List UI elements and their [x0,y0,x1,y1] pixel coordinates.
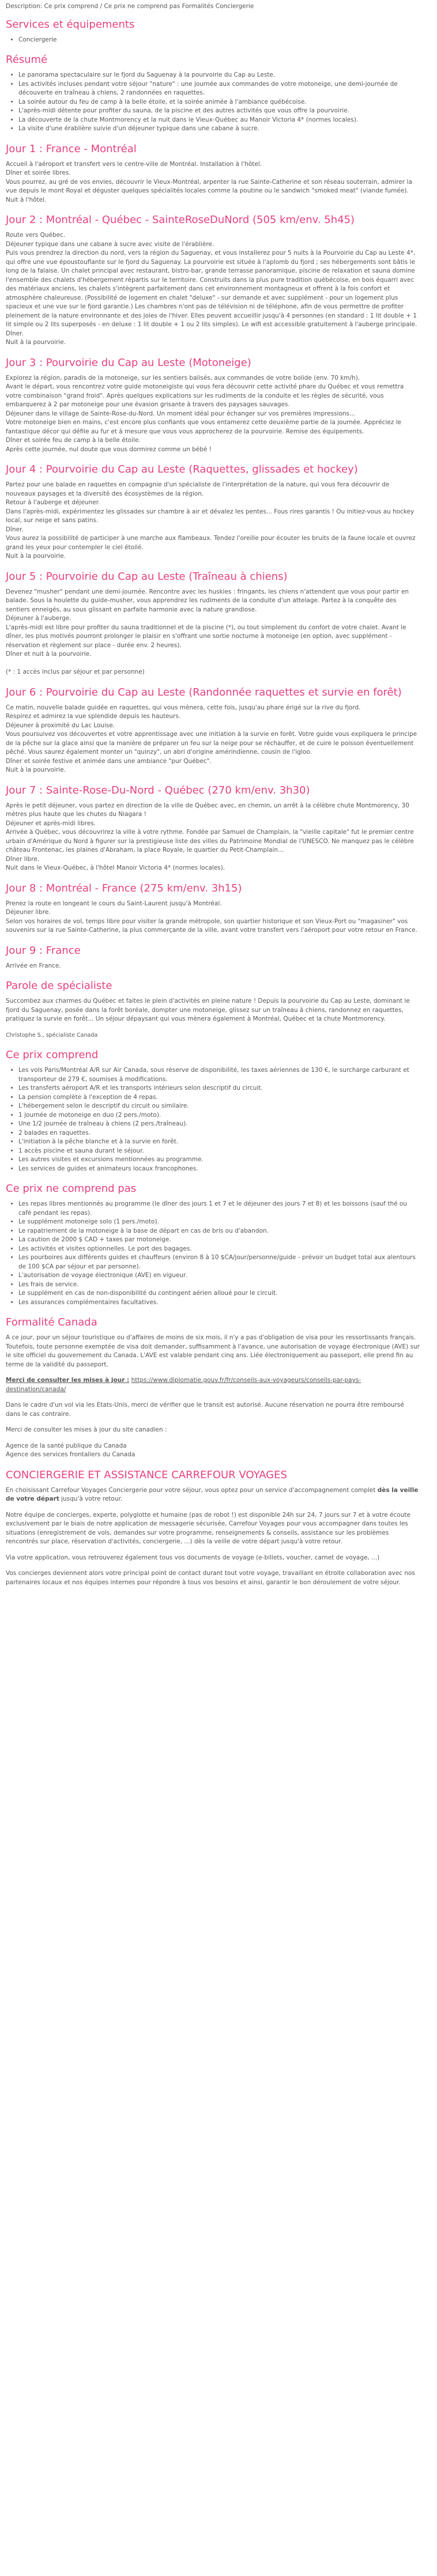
border-services-link[interactable]: Agence des services frontaliers du Canada [6,1451,135,1458]
day-heading: Jour 5 : Pourvoirie du Cap au Leste (Traîneau à chiens) [6,570,288,583]
day-body [6,900,420,935]
list-item: • Les autres visites et excursions mentionnées au programme. [18,1155,420,1165]
day-line: Prenez la route en longeant le cours du Saint-Laurent jusqu'à Montréal. [6,900,222,907]
canada-updates-text: Merci de consulter les mises à jour du site canadien : [6,1426,167,1433]
itinerary [6,143,420,971]
list-item: • La soirée autour du feu de camp à la belle étoile, et la soirée animée à l'ambiance québécoise. [18,98,420,107]
day-line: L'après-midi est libre pour profiter du sauna traditionnel et de la piscine (*), ou tout simplement du confort de votre chalet. Avant le dîner, les plus motivés pourront prolonger le plaisir en s'offrant une sortie nocturne à motoneige (en option, avec supplément - réservation et règlement sur place - durée env. 2 heures). [6,624,406,649]
day-line: Après cette journée, nul doute que vous dormirez comme un bébé ! [6,445,212,453]
includes-list [6,1066,420,1173]
day-line: Nuit à la pourvoirie. [6,766,66,773]
day-body [6,481,420,561]
day-heading: Jour 8 : Montréal - France (275 km/env. 3h15) [6,882,242,894]
formalities-text: A ce jour, pour un séjour touristique ou d'affaires de moins de six mois, il n'y a pas d'obligation de visa pour les ressortissants français. Toutefois, toute personne exemptée de visa doit demander, suffisamment à l'avance, une autorisation de voyage électronique (AVE) sur le site officiel du gouvernement du Canada. L'AVE est valable pendant cinq ans. Liée électroniquement au passeport, elle prend fin au terme de la validité du passeport. [6,1334,420,1368]
list-item: • La caution de 2000 $ CAD + taxes par motoneige. [18,1236,420,1245]
day-body [6,374,420,455]
concierge-contact: Vos concierges deviennent alors votre principal point de contact durant tout votre voyage, travaillant en étroite collaboration avec nos partenaires locaux et nos équipes internes pour répondre à tous vos besoins et ainsi, garantir le bon déroulement de votre séjour. [6,1570,415,1586]
list-item: • L'autorisation de voyage électronique (AVE) en vigueur. [18,1271,420,1281]
day-line: Déjeuner dans le village de Sainte-Rose-du-Nord. Un moment idéal pour échanger sur vos premières impressions... [6,410,356,417]
day-line: Nuit dans le Vieux-Québec, à l'hôtel Manoir Victoria 4* (normes locales). [6,864,225,871]
day-line: Puis vous prendrez la direction du nord, vers la région du Saguenay, et vous installerez pour 5 nuits à la Pourvoirie du Cap au Leste 4*, qui offre une vue époustouflante sur le fjord du Saguenay. La pourvoirie est située à l'aplomb du fjord ; ses hébergements sont bâtis le long de la falaise. Un chalet principal avec restaurant, bistro-bar, grande terrasse panoramique, piscine de relaxation et sauna domine l'ensemble des chalets d'hébergement répartis sur le territoire. Construits dans la plus pure tradition québécoise, en bois équarri avec des matériaux anciens, les chalets s'intègrent parfaitement dans cet environnement montagneux et offrent à la fois confort et atmosphère chaleureuse. (Possibilité de logement en chalet "deluxe" - sur demande et avec supplément - pour un logement plus spacieux et une vue sur le fjord garantie.) Les chambres n'ont pas de télévision ni de téléphone, afin de vous permettre de profiter pleinement de la nature environnante et des joies de l'hiver. Elles peuvent accueillir jusqu'à 4 personnes (en standard : 1 lit double + 1 lit simple ou 2 lits superposés - en deluxe : 1 lit double + 1 ou 2 lits simples). Le wifi est accessible gratuitement à l'auberge principale. [6,250,417,328]
list-item: • 1 accès piscine et sauna durant le séjour. [18,1147,420,1156]
list-item: • Le panorama spectaculaire sur le fjord du Saguenay à la pourvoirie du Cap au Leste. [18,71,420,80]
includes-heading: Ce prix comprend [6,1049,99,1061]
day-line: Respirez et admirez la vue splendide depuis les hauteurs. [6,713,181,720]
day-heading: Jour 3 : Pourvoirie du Cap au Leste (Motoneige) [6,356,251,369]
day-line: Arrivée à Québec, vous découvrirez la ville à votre rythme. Fondée par Samuel de Champlain, la "vieille capitale" fut le premier centre urbain d'Amérique du Nord à figurer sur la prestigieuse liste des villes du Patrimoine Mondial de l'UNESCO. Ne manquez pas le célèbre château Frontenac, les plaines d'Abraham, la place Royale, le quartier du Petit-Champlain... [6,829,414,853]
list-item: • Les repas libres mentionnés au programme (le dîner des jours 1 et 7 et le déjeuner des jours 7 et 8) et les boissons (sauf thé ou café pendant les repas). [18,1200,420,1218]
day-line: Partez pour une balade en raquettes en compagnie d'un spécialiste de l'interprétation de la nature, qui vous fera découvrir de nouveaux paysages et la diversité des écosystèmes de la région. [6,481,390,497]
day-body [6,962,420,971]
day-line: Arrivée en France. [6,962,61,969]
day-line: Déjeuner à proximité du Lac Louise. [6,722,115,729]
day-line: Devenez "musher" pendant une demi-journée. Rencontre avec les huskies : fringants, les chiens n'attendent que vous pour partir en balade. Sous la houlette du guide-musher, vous apprendrez les rudiments de la conduite d'un attelage. Partez à la conquête des sentiers enneigés, au sous glissant en parfaite harmonie avec la nature grandiose. [6,588,409,613]
day-body [6,231,420,348]
resume-heading: Résumé [6,54,48,66]
concierge-intro [6,1486,420,1504]
day-line: Selon vos horaires de vol, temps libre pour visiter la grande métropole, son quartier historique et son Vieux-Port ou "magasiner" vos souvenirs sur la rue Sainte-Catherine, la plus commerçante de la ville, avant votre transfert vers l'aéroport pour votre retour en France. [6,917,417,934]
list-item: • 2 balades en raquettes. [18,1129,420,1138]
concierge-docs: Via votre application, vous retrouverez également tous vos documents de voyage (e-billets, voucher, carnet de voyage, ...) [6,1554,380,1561]
day-line: Vous pourrez, au gré de vos envies, découvrir le Vieux-Montréal, arpenter la rue Sainte-Catherine et son réseau souterrain, admirer la vue depuis le mont Royal et déguster quelques spécialités locales comme la poutine ou le sandwich "smoked meat" (viande fumée). [6,178,412,194]
services-list [6,36,420,45]
day-line: Vous aurez la possibilité de participer à une marche aux flambeaux. Tendez l'oreille pour écouter les bruits de la faune locale et ouvrez grand les yeux pour contempler le ciel étoilé. [6,535,416,551]
specialist-heading: Parole de spécialiste [6,980,112,992]
day-line: Déjeuner à l'auberge. [6,615,71,622]
list-item: • L'après-midi détente pour profiter du sauna, de la piscine et des autres activités que vous offre la pourvoirie. [18,107,420,116]
excludes-list [6,1200,420,1307]
day-line: Dîner et soirée libres. [6,169,71,176]
list-item: • Les pourboires aux différents guides et chauffeurs (environ 8 à 10 $CA/jour/personne/guide - prévoir un budget total aux alentours de 100 $CA par séjour et par personne). [18,1253,420,1271]
day-line: Dîner. [6,330,24,337]
concierge-intro-bold: dès la veille de votre départ [6,1486,419,1502]
list-item: • Les activités et visites optionnelles. Le port des bagages. [18,1245,420,1254]
list-item: • Les activités incluses pendant votre séjour "nature" : une journée aux commandes de votre motoneige, une demi-journée de découverte en traîneau à chiens, 2 randonnées en raquettes. [18,80,420,98]
day-line: Explorez la région, paradis de la motoneige, sur les sentiers balisés, aux commandes de votre bolide (env. 70 km/h). [6,374,360,382]
day-heading: Jour 6 : Pourvoirie du Cap au Leste (Randonnée raquettes et survie en forêt) [6,686,402,698]
concierge-intro-b: jusqu'à votre retour. [59,1495,123,1502]
list-item: • Les transferts aéroport A/R et les transports intérieurs selon descriptif du circuit. [18,1084,420,1093]
day-line: Déjeuner typique dans une cabane à sucre avec visite de l'érablière. [6,240,214,248]
diplomatie-link[interactable]: https://www.diplomatie.gouv.fr/fr/conseils-aux-voyageurs/conseils-par-pays-destination/canada/ [6,1377,361,1393]
day-line: Dîner et soirée feu de camp à la belle étoile. [6,437,141,444]
day-line [6,659,420,668]
list-item: • Les vols Paris/Montréal A/R sur Air Canada, sous réserve de disponibilité, les taxes aériennes de 130 €, le surcharge carburant et transporteur de 279 €, soumises à modifications. [18,1066,420,1084]
day-line: Votre motoneige bien en mains, c'est encore plus confiants que vous entamerez cette deuxième partie de la journée. Appréciez le fantastique décor qui défile au fur et à mesure que vous vous approcherez de la pourvoirie. Remise des équipements. [6,419,401,435]
day-line: Dîner et nuit à la pourvoirie. [6,651,92,658]
day-line: Avant le départ, vous rencontrez votre guide motoneigiste qui vous fera découvrir cette activité phare du Québec et vous remettra votre combinaison "grand froid". Après quelques explications sur les rudiments de la conduite et les règles de sécurité, vous embarquerez à 2 par motoneige pour une évasion grisante à travers des paysages sauvages. [6,383,404,408]
day-heading: Jour 7 : Sainte-Rose-Du-Nord - Québec (270 km/env. 3h30) [6,784,310,796]
transit-text: Dans le cadre d'un vol via les Etats-Unis, merci de vérifier que le transit est autorisé. Aucune réservation ne pourra être remboursé dans le cas contraire. [6,1402,404,1418]
list-item: • La pension complète à l'exception de 4 repas. [18,1093,420,1102]
list-item: • Le supplément en cas de non-disponibilité du contingent aérien alloué pour le circuit. [18,1289,420,1298]
day-line: Nuit à la pourvoirie. [6,339,66,346]
day-line: Nuit à l'hôtel. [6,196,47,203]
concierge-team: Notre équipe de concierges, experte, polyglotte et humaine (pas de robot !) est disponible 24h sur 24, 7 jours sur 7 et à votre écoute exclusivement par le biais de notre application de messagerie sécurisée, Carrefour Voyages pour vous accompagner dans toutes les situations (enregistrement de vols, demandes sur votre programme, renseignements & conseils, assistance sur les problèmes rencontrés sur place, réservation d'activités, conciergerie, ...) dès la veille de votre départ jusqu'à votre retour. [6,1511,410,1545]
list-item: • Une 1/2 journée de traîneau à chiens (2 pers./traîneau). [18,1120,420,1129]
concierge-intro-a: En choisissant Carrefour Voyages Conciergerie pour votre séjour, vous optez pour un service d'accompagnement complet [6,1486,378,1494]
day-line: Route vers Québec. [6,232,66,239]
specialist-text: Succombez aux charmes du Québec et faites le plein d'activités en pleine nature ! Depuis la pourvoirie du Cap au Leste, dominant le fjord du Saguenay, posée dans la forêt boréale, dompter une motoneige, glissez sur un traîneau à chiens, randonnez en raquettes, pratiquez la survie en forêt... Un séjour dépaysant qui vous mènera également à Montréal, Québec et la chute Montmorency. [6,998,410,1022]
day-heading: Jour 2 : Montréal - Québec - SainteRoseDuNord (505 km/env. 5h45) [6,214,355,226]
list-item: • Le supplément motoneige solo (1 pers./moto). [18,1218,420,1227]
updates-label: Merci de consulter les mises à jour : [6,1377,130,1384]
day-line: Dîner et soirée festive et animée dans une ambiance "pur Québec". [6,757,212,765]
day-body [6,704,420,775]
day-heading: Jour 1 : France - Montréal [6,142,137,155]
day-heading: Jour 9 : France [6,944,81,957]
public-health-link[interactable]: Agence de la santé publique du Canada [6,1442,127,1449]
day-line: Ce matin, nouvelle balade guidée en raquettes, qui vous mènera, cette fois, jusqu'au phare érigé sur la rive du fjord. [6,704,361,711]
day-body [6,588,420,677]
services-heading: Services et équipements [6,18,135,31]
day-line: Retour à l'auberge et déjeuner. [6,499,100,506]
formalities-updates [6,1376,420,1394]
concierge-heading: CONCIERGERIE ET ASSISTANCE CARREFOUR VOYAGES [6,1468,287,1481]
day-line: (* : 1 accès inclus par séjour et par personne) [6,668,145,675]
specialist-author: Christophe S., spécialiste Canada [6,1032,98,1038]
day-line: Accueil à l'aéroport et transfert vers le centre-ville de Montréal. Installation à l'hôtel. [6,160,262,168]
resume-list [6,71,420,134]
list-item: • Le rapatriement de la motoneige à la base de départ en cas de bris ou d'abandon. [18,1227,420,1236]
day-line: Nuit à la pourvoirie. [6,553,66,560]
day-heading: Jour 4 : Pourvoirie du Cap au Leste (Raquettes, glissades et hockey) [6,463,358,475]
description-line: Description: Ce prix comprend / Ce prix ne comprend pas Formalités Conciergerie [6,3,254,10]
list-item: • La visite d'une érablière suivie d'un déjeuner typique dans une cabane à sucre. [18,124,420,134]
list-item: • Les assurances complémentaires facultatives. [18,1298,420,1308]
list-item: • L'hébergement selon le descriptif du circuit ou similaire. [18,1102,420,1111]
day-line: Dîner. [6,526,24,533]
day-line: Dîner libre. [6,855,40,863]
list-item: • Les services de guides et animateurs locaux francophones. [18,1165,420,1174]
day-body [6,802,420,873]
list-item: • Conciergerie [18,36,420,45]
formalities-heading: Formalité Canada [6,1316,97,1328]
list-item: • 1 journée de motoneige en duo (2 pers./moto). [18,1111,420,1120]
excludes-heading: Ce prix ne comprend pas [6,1183,137,1195]
day-line: Dans l'après-midi, expérimentez les glissades sur chambre à air et dévalez les pentes... Fous rires garantis ! Ou initiez-vous au hockey local, sur neige et sans patins. [6,508,415,524]
day-line: Déjeuner libre. [6,909,51,916]
list-item: • L'initiation à la pêche blanche et à la survie en forêt. [18,1138,420,1147]
list-item: • La découverte de la chute Montmorency et la nuit dans le Vieux-Québec au Manoir Victoria 4* (normes locales). [18,116,420,125]
day-body [6,160,420,205]
day-line: Après le petit déjeuner, vous partez en direction de la ville de Québec avec, en chemin, un arrêt à la célèbre chute Montmorency, 30 mètres plus haute que les chutes du Niagara ! [6,802,409,818]
day-line: Déjeuner et après-midi libres. [6,819,96,827]
list-item: • Les frais de service. [18,1281,420,1290]
day-line: Vous poursuivez vos découvertes et votre apprentissage avec une initiation à la survie en forêt. Votre guide vous expliquera le principe de la pêche sur la glace ainsi que la manière de préparer un feu sur la neige pour se réchauffer, et de cuire le poisson éventuellement pêché. Vous saurez également monter un "quinzy", un abri d'origine amérindienne, cousin de l'igloo. [6,731,417,756]
